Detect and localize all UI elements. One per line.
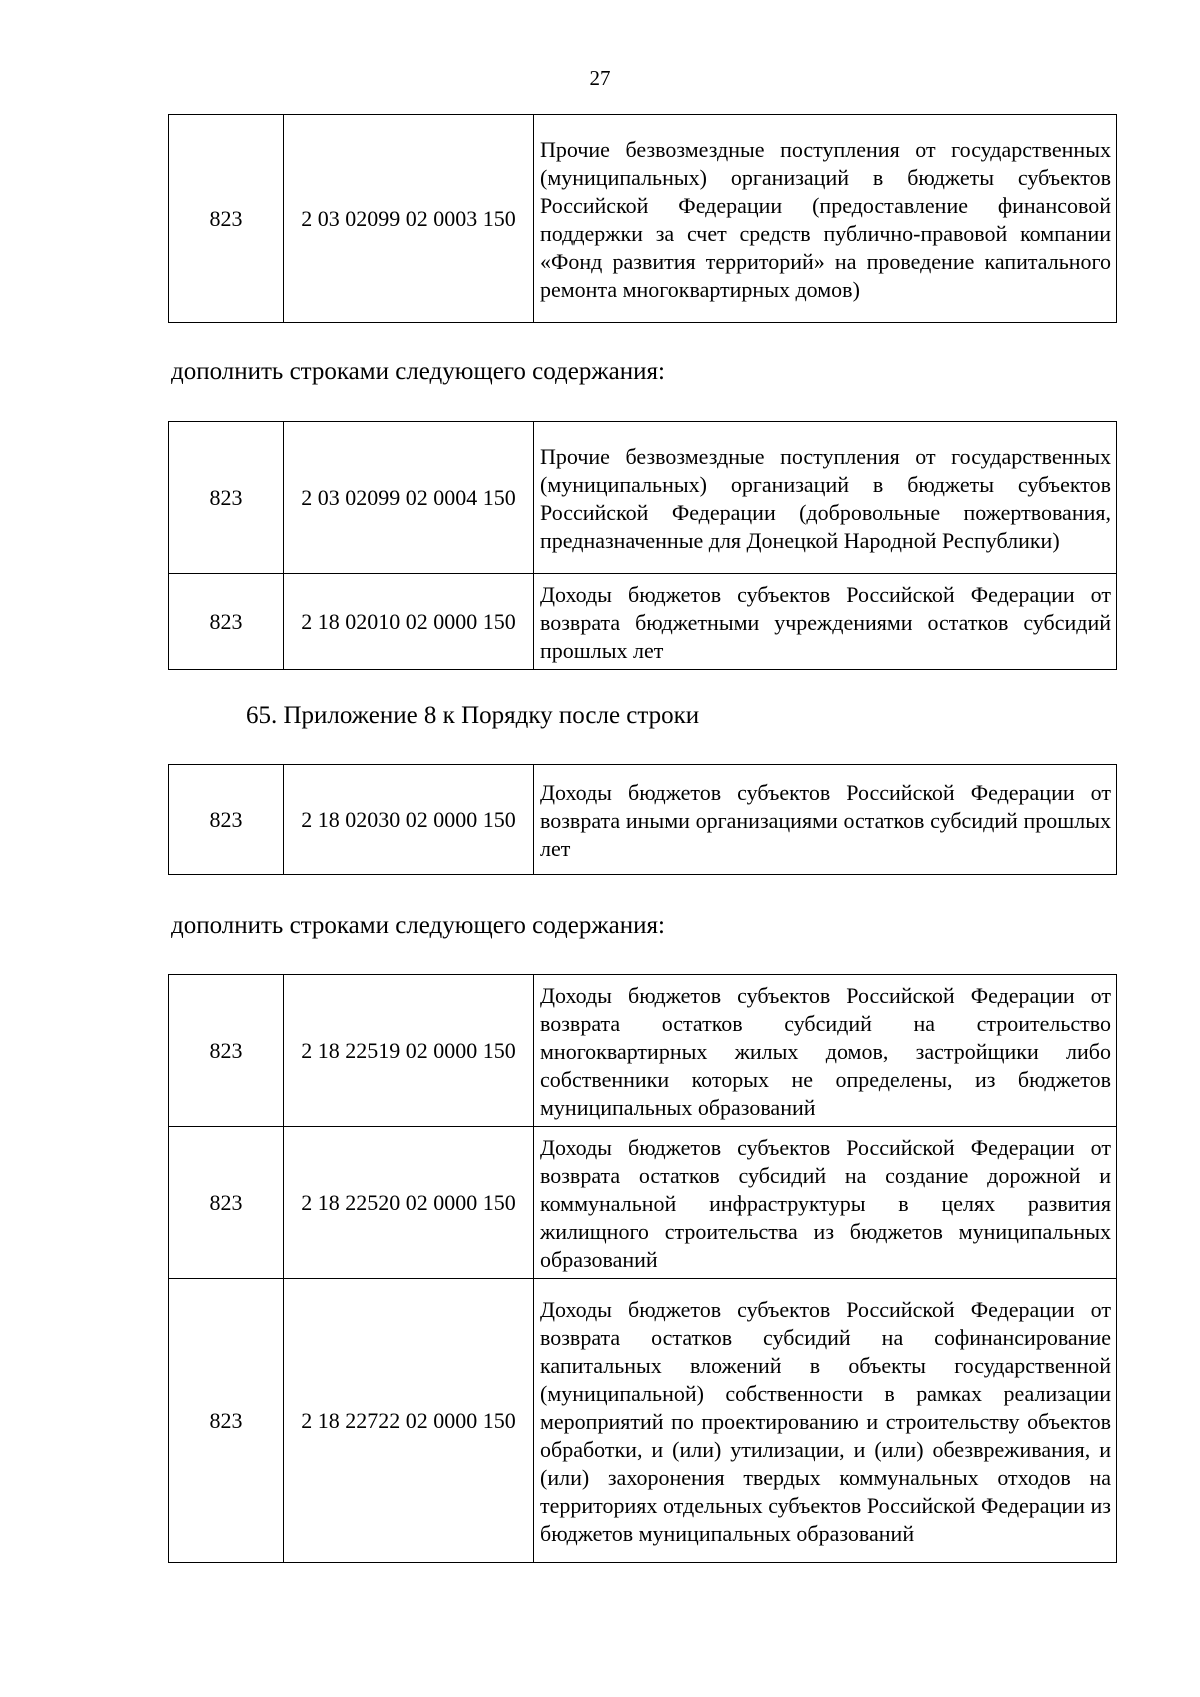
table-4 bbox=[168, 974, 1117, 1563]
paragraph-append-rows-1: дополнить строками следующего содержания: bbox=[171, 358, 665, 385]
admin-code-cell: 823 bbox=[169, 975, 284, 1127]
name-cell: Доходы бюджетов субъектов Российской Федерации от возврата остатков субсидий на строительство многоквартирных жилых домов, застройщики либо собственники которых не определены, из бюджетов муниципальных образований bbox=[534, 975, 1117, 1127]
table-1 bbox=[168, 114, 1117, 323]
page-number: 27 bbox=[589, 66, 611, 90]
paragraph-item-65: 65. Приложение 8 к Порядку после строки bbox=[246, 702, 700, 729]
paragraph-append-rows-2: дополнить строками следующего содержания: bbox=[171, 912, 665, 939]
kbk-cell: 2 18 02030 02 0000 150 bbox=[284, 765, 534, 875]
table-3 bbox=[168, 764, 1117, 875]
name-cell: Прочие безвозмездные поступления от государственных (муниципальных) организаций в бюджеты субъектов Российской Федерации (предоставление финансовой поддержки за счет средств публично-правовой компании «Фонд развития территорий» на проведение капитального ремонта многоквартирных домов) bbox=[534, 115, 1117, 323]
kbk-cell: 2 18 22722 02 0000 150 bbox=[284, 1279, 534, 1563]
admin-code-cell: 823 bbox=[169, 115, 284, 323]
admin-code-cell: 823 bbox=[169, 1127, 284, 1279]
kbk-cell: 2 03 02099 02 0004 150 bbox=[284, 422, 534, 574]
admin-code-cell: 823 bbox=[169, 765, 284, 875]
table-row bbox=[169, 975, 1117, 1127]
kbk-cell: 2 03 02099 02 0003 150 bbox=[284, 115, 534, 323]
name-cell: Доходы бюджетов субъектов Российской Федерации от возврата иными организациями остатков субсидий прошлых лет bbox=[534, 765, 1117, 875]
kbk-cell: 2 18 22519 02 0000 150 bbox=[284, 975, 534, 1127]
admin-code-cell: 823 bbox=[169, 574, 284, 670]
table-2 bbox=[168, 421, 1117, 670]
kbk-cell: 2 18 02010 02 0000 150 bbox=[284, 574, 534, 670]
table-row bbox=[169, 422, 1117, 574]
kbk-cell: 2 18 22520 02 0000 150 bbox=[284, 1127, 534, 1279]
admin-code-cell: 823 bbox=[169, 1279, 284, 1563]
admin-code-cell: 823 bbox=[169, 422, 284, 574]
table-row bbox=[169, 1127, 1117, 1279]
name-cell: Прочие безвозмездные поступления от государственных (муниципальных) организаций в бюджеты субъектов Российской Федерации (добровольные пожертвования, предназначенные для Донецкой Народной Республики) bbox=[534, 422, 1117, 574]
name-cell: Доходы бюджетов субъектов Российской Федерации от возврата остатков субсидий на создание дорожной и коммунальной инфраструктуры в целях развития жилищного строительства из бюджетов муниципальных образований bbox=[534, 1127, 1117, 1279]
table-row bbox=[169, 1279, 1117, 1563]
table-row bbox=[169, 115, 1117, 323]
table-row bbox=[169, 574, 1117, 670]
name-cell: Доходы бюджетов субъектов Российской Федерации от возврата остатков субсидий на софинансирование капитальных вложений в объекты государственной (муниципальной) собственности в рамках реализации мероприятий по проектированию и строительству объектов обработки, и (или) утилизации, и (или) обезвреживания, и (или) захоронения твердых коммунальных отходов на территориях отдельных субъектов Российской Федерации из бюджетов муниципальных образований bbox=[534, 1279, 1117, 1563]
name-cell: Доходы бюджетов субъектов Российской Федерации от возврата бюджетными учреждениями остатков субсидий прошлых лет bbox=[534, 574, 1117, 670]
table-row bbox=[169, 765, 1117, 875]
